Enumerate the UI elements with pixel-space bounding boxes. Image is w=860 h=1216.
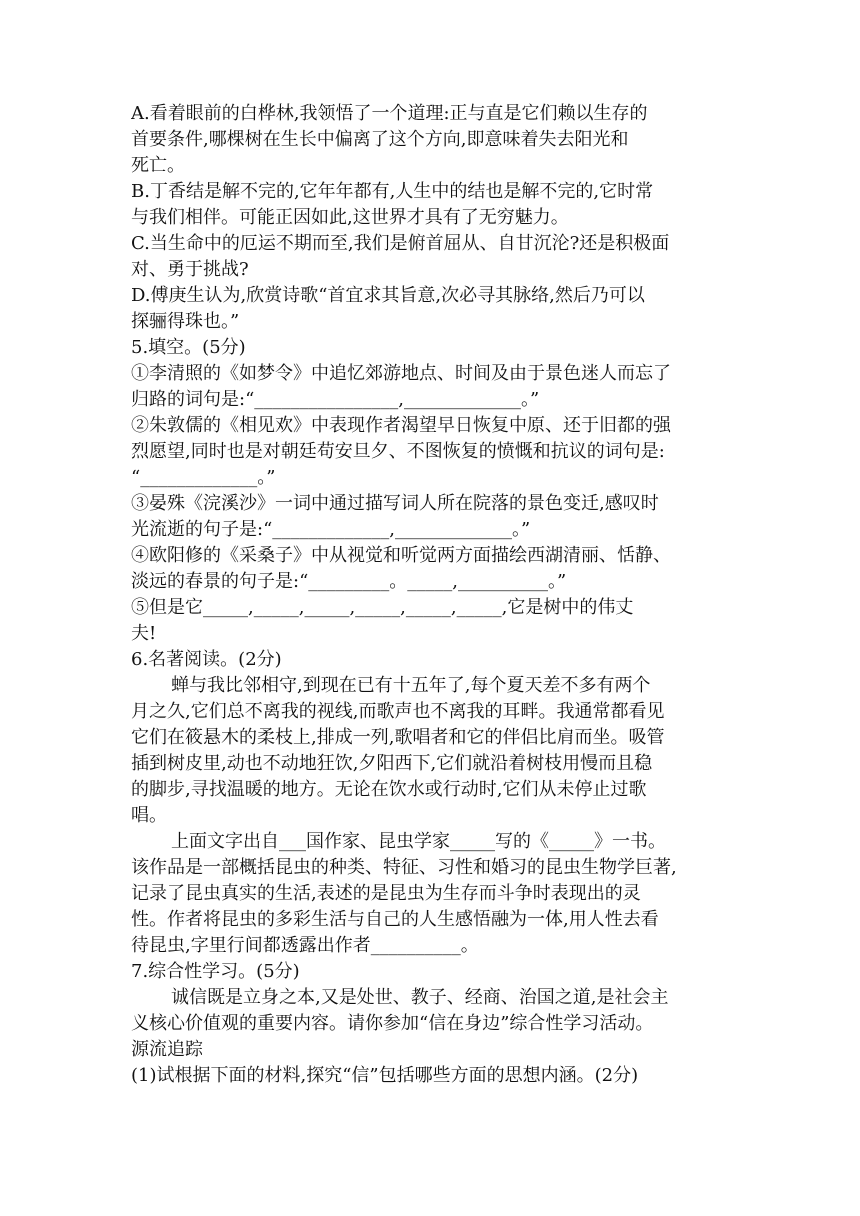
text-line: C.当生命中的厄运不期而至,我们是俯首屈从、自甘沉沦?还是积极面	[131, 233, 670, 254]
text-line: 6.名著阅读。(2分)	[131, 649, 282, 670]
text-line: 烈愿望,同时也是对朝廷苟安旦夕、不图恢复的愤慨和抗议的词句是:	[131, 441, 665, 462]
text-line: A.看着眼前的白桦林,我领悟了一个道理:正与直是它们赖以生存的	[131, 103, 648, 124]
text-line: 首要条件,哪棵树在生长中偏离了这个方向,即意味着失去阳光和	[131, 129, 629, 150]
text-line: ①李清照的《如梦令》中追忆郊游地点、时间及由于景色迷人而忘了	[131, 363, 671, 384]
text-line: 性。作者将昆虫的多彩生活与自己的人生感悟融为一体,用人性去看	[131, 909, 659, 930]
text-line: 与我们相伴。可能正因如此,这世界才具有了无穷魅力。	[131, 207, 569, 228]
text-line: ②朱敦儒的《相见欢》中表现作者渴望早日恢复中原、还于旧都的强	[131, 415, 671, 436]
text-line: ④欧阳修的《采桑子》中从视觉和听觉两方面描绘西湖清丽、恬静、	[131, 545, 671, 566]
text-line: 义核心价值观的重要内容。请你参加“信在身边”综合性学习活动。	[131, 1013, 654, 1034]
text-line: ⑤但是它_____,_____,_____,_____,_____,_____,它是树中的伟丈	[131, 597, 634, 618]
text-line: 该作品是一部概括昆虫的种类、特征、习性和婚习的昆虫生物学巨著,	[131, 857, 677, 878]
text-line: 待昆虫,字里行间都透露出作者__________。	[131, 935, 479, 956]
text-line: 插到树皮里,动也不动地狂饮,夕阳西下,它们就沿着树枝用慢而且稳	[131, 753, 653, 774]
text-line: 淡远的春景的句子是:“_________。_____,__________。”	[131, 571, 567, 592]
text-line: B.丁香结是解不完的,它年年都有,人生中的结也是解不完的,它时常	[131, 181, 654, 202]
text-line: 光流逝的句子是:“_____________,_____________。”	[131, 519, 531, 540]
text-line: 探骊得珠也。”	[131, 311, 240, 332]
text-line: 唱。	[131, 805, 167, 826]
text-line: 7.综合性学习。(5分)	[131, 961, 300, 982]
text-line: 5.填空。(5分)	[131, 337, 246, 358]
text-line: 蝉与我比邻相守,到现在已有十五年了,每个夏天差不多有两个	[171, 675, 651, 696]
text-line: 归路的词句是:“________________,_____________。”	[131, 389, 540, 410]
document-page	[131, 101, 729, 1089]
text-line: “_____________。”	[131, 467, 276, 488]
text-line: D.傅庚生认为,欣赏诗歌“首宜求其旨意,次必寻其脉络,然后乃可以	[131, 285, 645, 306]
text-line: 源流追踪	[131, 1039, 203, 1060]
text-line: 它们在筱悬木的柔枝上,排成一列,歌唱者和它的伴侣比肩而坐。吸管	[131, 727, 665, 748]
text-line: 对、勇于挑战?	[131, 259, 249, 280]
text-line: 夫!	[131, 623, 157, 644]
text-line: 上面文字出自___国作家、昆虫学家_____写的《_____》一书。	[171, 831, 666, 852]
text-line: 诚信既是立身之本,又是处世、教子、经商、治国之道,是社会主	[171, 987, 669, 1008]
text-line: ③晏殊《浣溪沙》一词中通过描写词人所在院落的景色变迁,感叹时	[131, 493, 659, 514]
text-line: 月之久,它们总不离我的视线,而歌声也不离我的耳畔。我通常都看见	[131, 701, 665, 722]
text-line: 记录了昆虫真实的生活,表述的是昆虫为生存而斗争时表现出的灵	[131, 883, 641, 904]
text-line: 死亡。	[131, 155, 185, 176]
text-line: (1)试根据下面的材料,探究“信”包括哪些方面的思想内涵。(2分)	[131, 1065, 639, 1086]
text-line: 的脚步,寻找温暖的地方。无论在饮水或行动时,它们从未停止过歌	[131, 779, 647, 800]
